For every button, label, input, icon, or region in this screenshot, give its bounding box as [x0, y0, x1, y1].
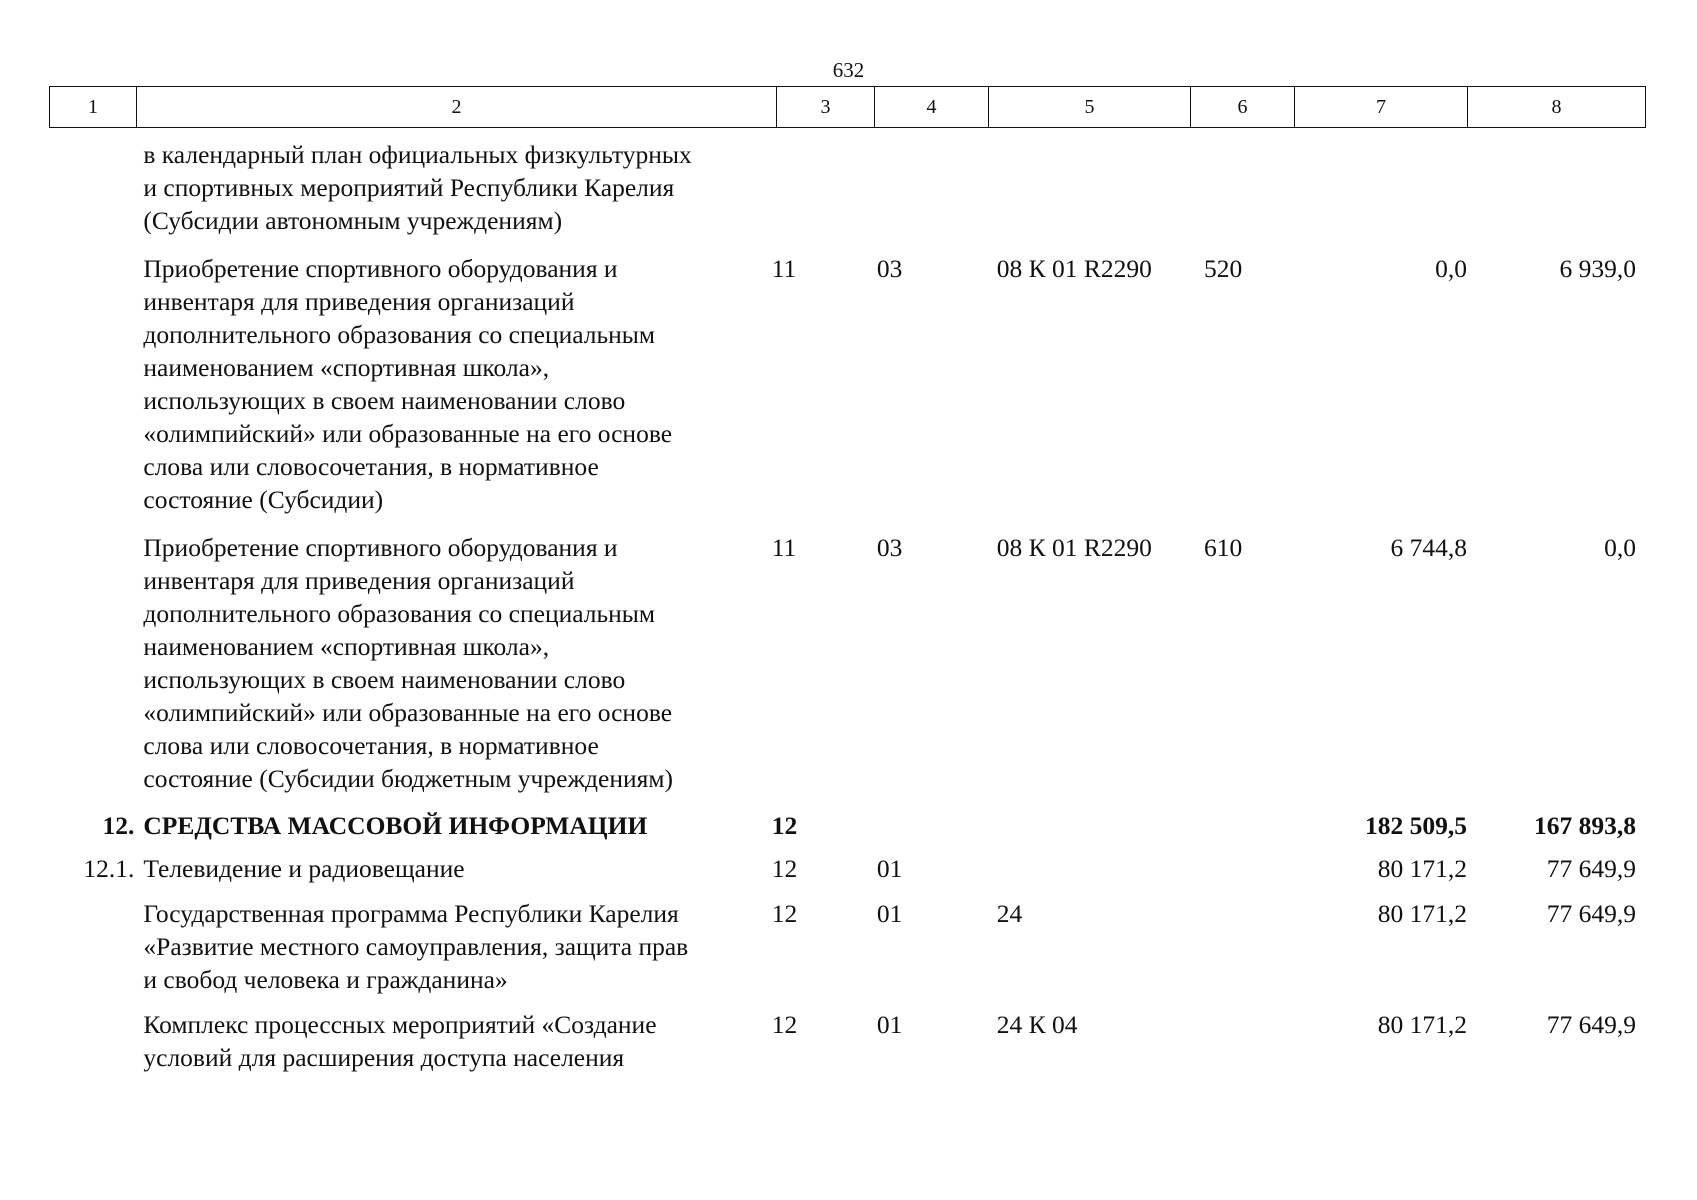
subsection-code	[868, 809, 989, 842]
description-line: и спортивных мероприятий Республики Карелия	[143, 173, 675, 202]
row-description	[134, 897, 762, 996]
column-header-table	[49, 86, 1646, 128]
amount-column-7: 0,0	[1435, 254, 1468, 283]
column-header-row	[50, 87, 1646, 128]
target-item-code	[989, 809, 1195, 842]
column-header-4: 4	[875, 87, 989, 128]
description-line: Государственная программа Республики Карелия	[143, 899, 679, 928]
row-number	[49, 1008, 134, 1074]
section-code	[763, 138, 868, 237]
description-line: Телевидение и радиовещание	[143, 854, 465, 883]
amount-column-8	[1476, 138, 1645, 237]
description-line: Комплекс процессных мероприятий «Создание	[143, 1010, 657, 1039]
table-row	[49, 1008, 1645, 1074]
description-line: слова или словосочетания, в нормативное	[143, 452, 599, 481]
description-line: Приобретение спортивного оборудования и	[143, 533, 618, 562]
expense-type-code	[1195, 1008, 1306, 1074]
description-line: инвентаря для приведения организаций	[143, 287, 575, 316]
expense-type-code	[1195, 809, 1306, 842]
section-code: 12	[771, 854, 798, 883]
row-number	[49, 252, 134, 516]
expense-type-code	[1195, 852, 1306, 885]
table-row	[49, 809, 1645, 842]
description-line: «Развитие местного самоуправления, защита прав	[143, 932, 689, 961]
row-number	[49, 897, 134, 996]
subsection-code: 01	[876, 854, 903, 883]
subsection-code: 01	[876, 1010, 903, 1039]
description-line: дополнительного образования со специальным	[143, 599, 656, 628]
description-line: использующих в своем наименовании слово	[143, 665, 626, 694]
amount-column-8: 77 649,9	[1546, 899, 1637, 928]
row-number: 12.1.	[83, 854, 135, 883]
table-row	[49, 531, 1645, 795]
page-number: 632	[832, 58, 865, 82]
subsection-code: 01	[876, 899, 903, 928]
section-code: 11	[771, 254, 797, 283]
target-item-code: 24	[996, 899, 1023, 928]
description-line: СРЕДСТВА МАССОВОЙ ИНФОРМАЦИИ	[143, 811, 648, 840]
expense-type-code: 520	[1204, 254, 1243, 283]
row-number	[49, 531, 134, 795]
subsection-code: 03	[876, 533, 903, 562]
row-description	[134, 252, 762, 516]
column-header-2: 2	[137, 87, 777, 128]
description-line: инвентаря для приведения организаций	[143, 566, 575, 595]
amount-column-8: 6 939,0	[1559, 254, 1637, 283]
subsection-code: 03	[876, 254, 903, 283]
description-line: и свобод человека и гражданина»	[143, 965, 508, 994]
amount-column-7: 80 171,2	[1377, 899, 1468, 928]
row-description	[134, 1008, 762, 1074]
description-line: Приобретение спортивного оборудования и	[143, 254, 618, 283]
column-header-8: 8	[1468, 87, 1646, 128]
description-line: «олимпийский» или образованные на его основе	[143, 698, 673, 727]
description-line: слова или словосочетания, в нормативное	[143, 731, 599, 760]
target-item-code	[989, 852, 1195, 885]
description-line: наименованием «спортивная школа»,	[143, 632, 550, 661]
target-item-code: 08 К 01 R2290	[996, 533, 1152, 562]
table-row	[49, 897, 1645, 996]
expense-type-code	[1195, 897, 1306, 996]
description-line: (Субсидии автономным учреждениям)	[143, 206, 563, 235]
amount-column-7: 80 171,2	[1377, 854, 1468, 883]
row-number: 12.	[102, 811, 135, 840]
description-line: наименованием «спортивная школа»,	[143, 353, 550, 382]
description-line: состояние (Субсидии бюджетным учреждениям)	[143, 764, 674, 793]
column-header-6: 6	[1191, 87, 1295, 128]
expense-type-code: 610	[1204, 533, 1243, 562]
amount-column-8: 77 649,9	[1546, 854, 1637, 883]
table-row	[49, 852, 1645, 885]
column-header-7: 7	[1295, 87, 1468, 128]
target-item-code	[989, 138, 1195, 237]
amount-column-7: 80 171,2	[1377, 1010, 1468, 1039]
description-line: «олимпийский» или образованные на его основе	[143, 419, 673, 448]
section-code: 11	[771, 533, 797, 562]
row-description	[134, 809, 762, 842]
expense-type-code	[1195, 138, 1306, 237]
table-row	[49, 252, 1645, 516]
amount-column-8: 0,0	[1604, 533, 1637, 562]
amount-column-7	[1306, 138, 1476, 237]
description-line: использующих в своем наименовании слово	[143, 386, 626, 415]
description-line: состояние (Субсидии)	[143, 485, 384, 514]
description-line: в календарный план официальных физкультурных	[143, 140, 692, 169]
row-description	[134, 138, 762, 237]
amount-column-8: 77 649,9	[1546, 1010, 1637, 1039]
table-body	[49, 138, 1645, 1074]
amount-column-8: 167 893,8	[1534, 811, 1637, 840]
column-header-3: 3	[777, 87, 875, 128]
row-number	[49, 138, 134, 237]
column-header-1: 1	[50, 87, 137, 128]
section-code: 12	[771, 1010, 798, 1039]
subsection-code	[868, 138, 989, 237]
column-header-5: 5	[989, 87, 1191, 128]
target-item-code: 08 К 01 R2290	[996, 254, 1152, 283]
amount-column-7: 6 744,8	[1390, 533, 1468, 562]
section-code: 12	[771, 811, 798, 840]
section-code: 12	[771, 899, 798, 928]
target-item-code: 24 К 04	[996, 1010, 1078, 1039]
amount-column-7: 182 509,5	[1365, 811, 1468, 840]
description-line: дополнительного образования со специальным	[143, 320, 656, 349]
table-row	[49, 138, 1645, 237]
row-description	[134, 852, 762, 885]
row-description	[134, 531, 762, 795]
description-line: условий для расширения доступа населения	[143, 1043, 625, 1072]
